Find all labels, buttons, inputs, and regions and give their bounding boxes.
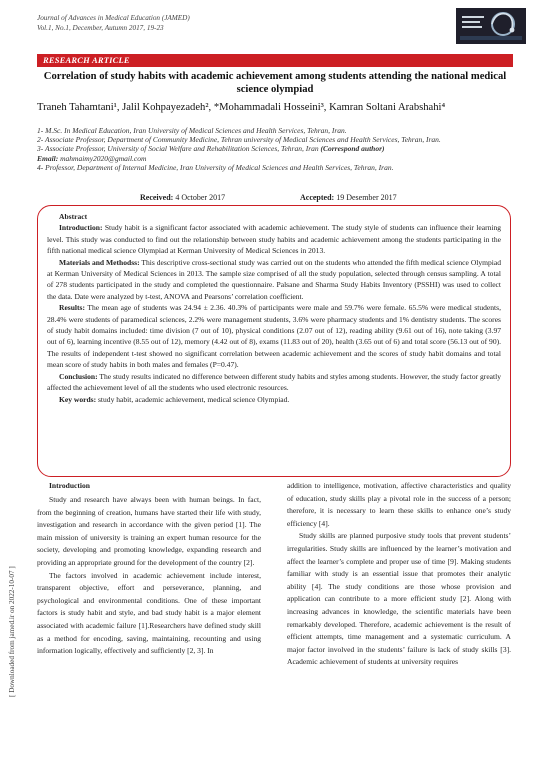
accepted-value: 19 Desember 2017 bbox=[336, 193, 397, 202]
affiliation-3 bbox=[37, 144, 513, 153]
methods-text: This descriptive cross-sectional study was carried out on the students who attended the fifth medical science Olympiad at Kerman University of Medical Sciences in 2013. The sample size comprised of all the study population, selected through census sampling. A total of 278 students participated in the study and completed the questionnaire. Palsane and Sharma Study Habits Inventory (PSSHI) was used to collect the data. Date were analyzed by t-test, ANOVA and Pearsons’ correlation coefficient. bbox=[47, 257, 502, 301]
abstract-conclusion bbox=[47, 371, 501, 394]
results-text: The mean age of students was 24.94 ± 2.36. 40.3% of participants were male and 59.7% were female. 65.5% were medical students, 28.4% were students of paramedical sciences, 2.2% were management students, 3.6% were pharmacy students and 1% dentistry students. The scores of study habit domains included: time division (7 out of 10), physical conditions (2.07 out of 12), reading ability (9.61 out of 16), note taking (3.97 out of 6), learning incentive (8.55 out of 12), memory (4.42 out of 8), exams (11.83 out of 20), health (3.65 out of 6) and total score (56.13 out of 90). The results of independent t-test showed no significant correlation between academic achievement and the scores of study habit domains and total mean score of study habits in both males and females (P=0.47). bbox=[47, 303, 501, 370]
abstract-introduction bbox=[47, 222, 501, 256]
article-type-banner bbox=[37, 54, 513, 67]
affiliation-3-text: 3- Associate Professor, University of Social Welfare and Rehabilitation Sciences, Tehran, Iran bbox=[37, 144, 319, 154]
abstract-keywords bbox=[47, 394, 501, 405]
methods-label: Materials and Methodss: bbox=[59, 257, 140, 267]
article-type-label: RESEARCH ARTICLE bbox=[43, 55, 130, 65]
affiliation-1: 1- M.Sc. In Medical Education, Iran University of Medical Sciences and Health Services, Tehran, Iran. bbox=[37, 126, 347, 135]
correspond-note: (Correspond author) bbox=[320, 144, 385, 154]
keywords-text: study habit, academic achievement, medical science Olympiad. bbox=[98, 394, 290, 404]
body-paragraph: Study and research have always been with human beings. In fact, from the beginning of creation, humans have started their life with study, investigation and research in accordance with the given period [1]. The main mission of university is training an expert human resource for the society, developing and promoting knowledge, expanding research and providing an appropriate ground for the development of the country [2]. bbox=[37, 495, 261, 567]
affiliations bbox=[37, 126, 513, 172]
author-list: Traneh Tahamtani¹, Jalil Kohpayezadeh², *Mohammadali Hosseini³, Kamran Soltani Arabshahi⁴ bbox=[37, 102, 446, 113]
introduction-heading: Introduction bbox=[49, 481, 90, 490]
body-paragraph: Study skills are planned purposive study tools that prevent students’ irregularities. Study skills are influenced by the learner’s motivation and affect the learner’s complete and proper use of time [9]. Making students familiar with study is an essential issue that promotes their analytic ability [4]. The study conditions are those whose provision and application can contribute to a more efficient study [2]. Along with increasing advances in knowledge, the scientific materials have been remarkably developed. Therefore, academic achievement is the result of efficient attempts, time management and a systematic curriculum. A major factor involved in the students’ failure is lack of study skills [3]. Academic achievement of students at university requires bbox=[287, 531, 511, 667]
body-paragraph: addition to intelligence, motivation, affective characteristics and quality of education, study skills play a pivotal role in the success of a person; therefore, it is necessary to learn these skills to enhance one’s study efficiency [4]. bbox=[287, 481, 511, 528]
accepted-date bbox=[300, 193, 397, 202]
email-address[interactable]: mahmaimy2020@gmail.com bbox=[60, 153, 147, 163]
email-label: Email: bbox=[37, 153, 59, 163]
journal-header bbox=[37, 13, 190, 33]
conclusion-label: Conclusion: bbox=[59, 371, 98, 381]
abstract-heading: Abstract bbox=[59, 212, 88, 221]
affiliation-2: 2- Associate Professor, Department of Community Medicine, Tehran university of Medical Sciences and Health Services, Tehran, Iran. bbox=[37, 135, 441, 145]
keywords-label: Key words: bbox=[59, 394, 97, 404]
abstract bbox=[47, 211, 501, 405]
body-column-left bbox=[37, 480, 261, 658]
introduction-text: Study habit is a significant factor associated with academic achievement. The study style of students can influence their learning level. This study was conducted to find out the relationship between study habits and academic achievement among the students participating in the fifth national medical science Olympiad at Kerman University of Medical Sciences in 2013. bbox=[47, 223, 501, 256]
email-line bbox=[37, 154, 513, 163]
received-label: Received: bbox=[140, 193, 174, 202]
introduction-label: Introduction: bbox=[59, 223, 103, 233]
accepted-label: Accepted: bbox=[300, 193, 335, 202]
received-value: 4 October 2017 bbox=[175, 193, 226, 202]
abstract-methods bbox=[47, 257, 501, 303]
body-column-right bbox=[287, 480, 511, 669]
abstract-results bbox=[47, 302, 501, 370]
journal-logo bbox=[456, 8, 526, 44]
article-title: Correlation of study habits with academic achievement among students attending the national medical science olympiad bbox=[43, 71, 507, 95]
journal-issue: Vol.1, No.1, December, Autumn 2017, 19-23 bbox=[37, 24, 164, 32]
download-stamp bbox=[5, 566, 17, 700]
conclusion-text: The study results indicated no difference between different study habits and styles among students. However, the study factor greatly affected the achievement level of all the students who used electronic resources. bbox=[47, 371, 501, 393]
journal-name: Journal of Advances in Medical Education (JAMED) bbox=[37, 14, 190, 22]
body-paragraph: The factors involved in academic achievement include interest, transparent objective, effort and perseverance, planning, and psychological and environmental conditions. One of these important factors is study habit and style, and bad study habit is a major element associated with academic failure [1].Researchers have defined study skill as a method for encoding, saving, maintaining, recounting and using information logically, effectively and sufficiently [2, 3]. In bbox=[37, 570, 261, 656]
received-date bbox=[140, 193, 225, 202]
download-stamp-text: [ Downloaded from jamed.ir on 2022-10-07 ] bbox=[8, 566, 16, 697]
results-label: Results: bbox=[59, 303, 85, 313]
affiliation-4: 4- Professor, Department of Internal Medicine, Iran University of Medical Sciences and Health Services, Tehran, Iran. bbox=[37, 162, 394, 172]
